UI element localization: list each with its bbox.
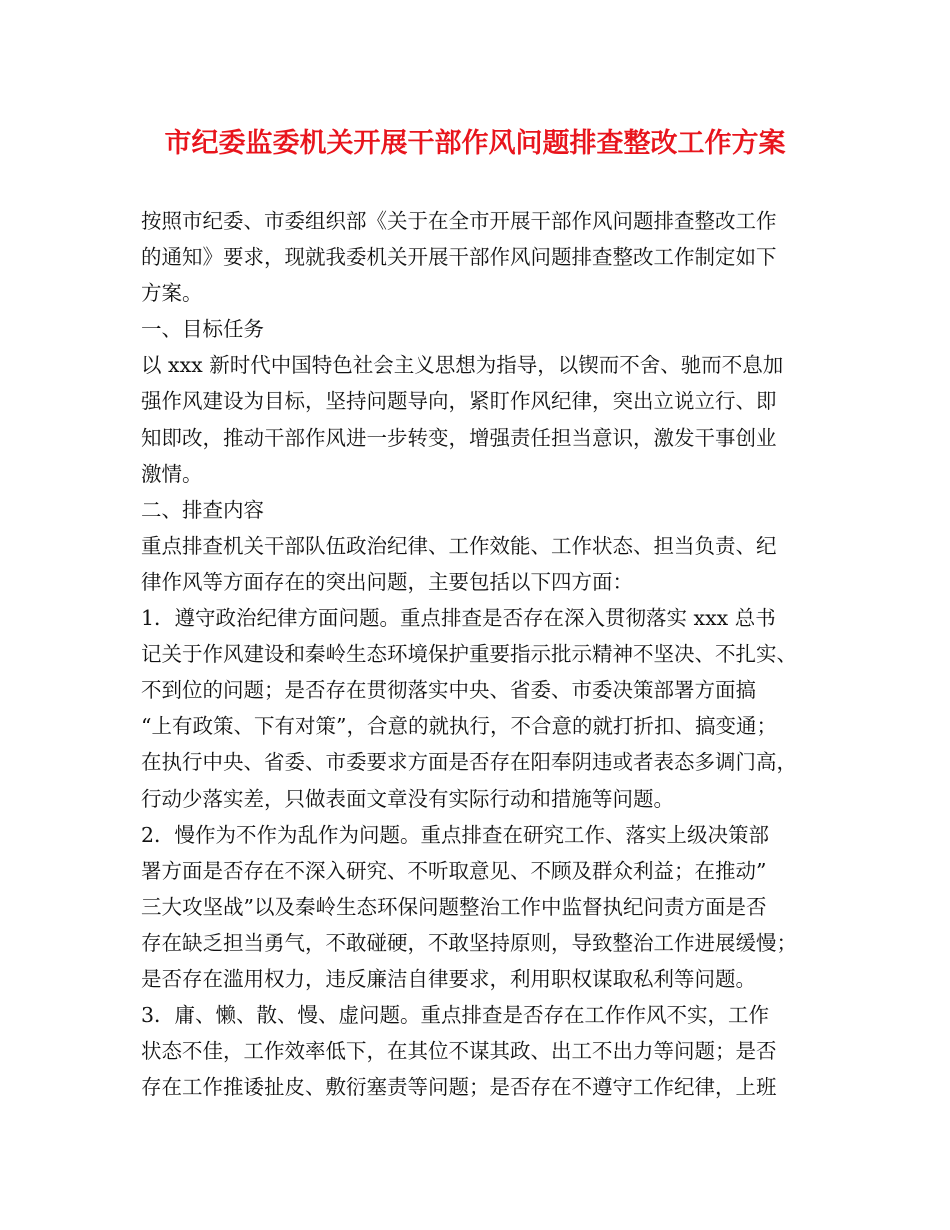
body-line: “上有政策、下有对策”，合意的就执行，不合意的就打折扣、搞变通； — [141, 714, 777, 739]
body-line: 是否存在滥用权力，违反廉洁自律要求，利用职权谋取私利等问题。 — [141, 966, 756, 991]
body-line: 三大攻坚战”以及秦岭生态环保问题整治工作中监督执纪问责方面是否 — [141, 894, 767, 919]
body-line: 知即改，推动干部作风进一步转变，增强责任担当意识，激发干事创业 — [141, 425, 777, 450]
body-line: 状态不佳，工作效率低下，在其位不谋其政、出工不出力等问题；是否 — [141, 1039, 777, 1064]
body-line: 按照市纪委、市委组织部《关于在全市开展干部作风问题排查整改工作 — [141, 209, 777, 233]
document-title: 市纪委监委机关开展干部作风问题排查整改工作方案 — [164, 128, 786, 159]
body-line: 以 xxx 新时代中国特色社会主义思想为指导，以锲而不舍、驰而不息加 — [141, 353, 784, 378]
body-line: 行动少落实差，只做表面文章没有实际行动和措施等问题。 — [141, 786, 674, 811]
body-line: 存在工作推诿扯皮、敷衍塞责等问题；是否存在不遵守工作纪律，上班 — [141, 1075, 777, 1100]
document-body — [141, 203, 831, 1105]
section-heading: 一、目标任务 — [141, 317, 264, 342]
body-line: 的通知》要求，现就我委机关开展干部作风问题排查整改工作制定如下 — [141, 245, 777, 270]
body-line: 律作风等方面存在的突出问题，主要包括以下四方面： — [141, 569, 633, 594]
body-line: 署方面是否存在不深入研究、不听取意见、不顾及群众利益；在推动” — [141, 858, 767, 883]
body-line: 2．慢作为不作为乱作为问题。重点排查在研究工作、落实上级决策部 — [141, 822, 770, 847]
body-line: 1．遵守政治纪律方面问题。重点排查是否存在深入贯彻落实 xxx 总书 — [141, 606, 776, 631]
body-line: 不到位的问题；是否存在贯彻落实中央、省委、市委决策部署方面搞 — [141, 678, 756, 703]
body-line: 重点排查机关干部队伍政治纪律、工作效能、工作状态、担当负责、纪 — [141, 533, 777, 558]
body-line: 存在缺乏担当勇气，不敢碰硬，不敢坚持原则，导致整治工作进展缓慢； — [141, 930, 797, 955]
body-line: 强作风建设为目标，坚持问题导向，紧盯作风纪律，突出立说立行、即 — [141, 389, 777, 414]
body-line: 激情。 — [141, 461, 203, 486]
body-line: 记关于作风建设和秦岭生态环境保护重要指示批示精神不坚决、不扎实、 — [141, 642, 797, 667]
body-line: 方案。 — [141, 281, 203, 306]
body-line: 3．庸、懒、散、慢、虚问题。重点排查是否存在工作作风不实，工作 — [141, 1003, 770, 1028]
body-line: 在执行中央、省委、市委要求方面是否存在阳奉阴违或者表态多调门高， — [141, 750, 797, 775]
section-heading: 二、排查内容 — [141, 497, 264, 522]
